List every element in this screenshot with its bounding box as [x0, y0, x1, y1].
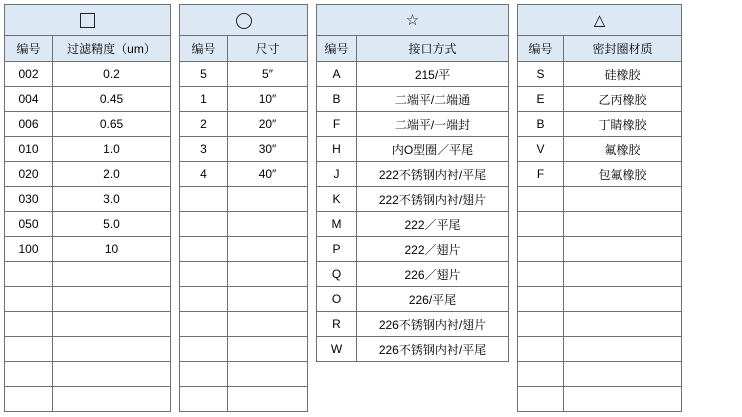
table-row	[518, 162, 682, 187]
table-row-empty	[180, 237, 308, 262]
table-row-empty	[518, 287, 682, 312]
table-row-empty	[5, 287, 171, 312]
cell-code: H	[317, 137, 357, 162]
column-header-value: 接口方式	[357, 36, 509, 62]
table-row	[180, 112, 308, 137]
cell-empty	[228, 212, 308, 237]
cell-value: 5.0	[53, 212, 171, 237]
table-row-empty	[180, 312, 308, 337]
cell-empty	[228, 312, 308, 337]
table-row	[5, 237, 171, 262]
table-row	[5, 62, 171, 87]
table-filtration-accuracy	[4, 4, 171, 412]
cell-value: 二端平/二端通	[357, 87, 509, 112]
cell-code: P	[317, 237, 357, 262]
cell-empty	[228, 287, 308, 312]
cell-empty	[228, 387, 308, 412]
cell-value: 硅橡胶	[564, 62, 682, 87]
table-row	[317, 312, 509, 337]
cell-empty	[53, 387, 171, 412]
cell-value: 3.0	[53, 187, 171, 212]
cell-empty	[5, 362, 53, 387]
cell-value: 0.2	[53, 62, 171, 87]
symbol-row	[518, 5, 682, 36]
cell-empty	[5, 337, 53, 362]
table-row-empty	[518, 362, 682, 387]
cell-empty	[180, 287, 228, 312]
cell-empty	[564, 212, 682, 237]
cell-value: 10″	[228, 87, 308, 112]
cell-code: 010	[5, 137, 53, 162]
header-row	[317, 36, 509, 62]
cell-value: 226/平尾	[357, 287, 509, 312]
table-row	[5, 87, 171, 112]
cell-value: 222／翅片	[357, 237, 509, 262]
cell-empty	[518, 237, 564, 262]
cell-empty	[228, 362, 308, 387]
cell-empty	[518, 362, 564, 387]
cell-value: 0.45	[53, 87, 171, 112]
table-row	[518, 137, 682, 162]
table-seal-material	[517, 4, 682, 412]
table-interface-type-wrap	[316, 4, 509, 362]
table-row	[317, 162, 509, 187]
cell-empty	[5, 312, 53, 337]
cell-code: 3	[180, 137, 228, 162]
header-row	[518, 36, 682, 62]
cell-value: 10	[53, 237, 171, 262]
table-interface-type	[316, 4, 509, 362]
cell-empty	[518, 337, 564, 362]
table-row	[5, 187, 171, 212]
cell-code: J	[317, 162, 357, 187]
cell-code: 2	[180, 112, 228, 137]
cell-empty	[564, 312, 682, 337]
table-row	[180, 87, 308, 112]
cell-empty	[228, 262, 308, 287]
cell-code: V	[518, 137, 564, 162]
cell-value: 226／翅片	[357, 262, 509, 287]
table-row-empty	[518, 262, 682, 287]
table-row-empty	[518, 212, 682, 237]
table-row-empty	[180, 337, 308, 362]
table-row	[180, 137, 308, 162]
table-row-empty	[518, 337, 682, 362]
cell-empty	[564, 187, 682, 212]
cell-value: 丁睛橡胶	[564, 112, 682, 137]
symbol-row	[5, 5, 171, 36]
table-row	[317, 187, 509, 212]
cell-code: F	[518, 162, 564, 187]
cell-code: 050	[5, 212, 53, 237]
cell-value: 氟橡胶	[564, 137, 682, 162]
cell-code: E	[518, 87, 564, 112]
table-row	[5, 112, 171, 137]
cell-value: 20″	[228, 112, 308, 137]
cell-empty	[180, 387, 228, 412]
cell-code: B	[317, 87, 357, 112]
cell-code: B	[518, 112, 564, 137]
cell-code: 030	[5, 187, 53, 212]
cell-code: 100	[5, 237, 53, 262]
table-seal-material-wrap	[517, 4, 682, 412]
table-row-empty	[180, 212, 308, 237]
square-icon	[5, 5, 171, 36]
table-row	[317, 237, 509, 262]
cell-value: 226不锈钢内衬/平尾	[357, 337, 509, 362]
cell-empty	[180, 312, 228, 337]
cell-empty	[228, 187, 308, 212]
table-filtration-accuracy-wrap	[4, 4, 171, 412]
cell-empty	[564, 287, 682, 312]
column-header-value: 过滤精度（um）	[53, 36, 171, 62]
table-row-empty	[180, 387, 308, 412]
table-row-empty	[518, 387, 682, 412]
cell-value: 包氟橡胶	[564, 162, 682, 187]
table-row-empty	[518, 237, 682, 262]
table-row	[317, 337, 509, 362]
table-row	[518, 62, 682, 87]
cell-value: 5″	[228, 62, 308, 87]
circle-icon	[180, 5, 308, 36]
cell-value: 0.65	[53, 112, 171, 137]
cell-value: 215/平	[357, 62, 509, 87]
table-row	[518, 87, 682, 112]
symbol-row	[317, 5, 509, 36]
cell-value: 2.0	[53, 162, 171, 187]
cell-empty	[53, 337, 171, 362]
table-row	[5, 137, 171, 162]
table-row-empty	[5, 312, 171, 337]
cell-empty	[53, 312, 171, 337]
cell-value: 二端平/一端封	[357, 112, 509, 137]
cell-empty	[564, 237, 682, 262]
cell-empty	[180, 262, 228, 287]
table-row	[180, 162, 308, 187]
table-row	[5, 212, 171, 237]
cell-code: F	[317, 112, 357, 137]
table-row	[317, 287, 509, 312]
symbol-row	[180, 5, 308, 36]
table-row	[180, 62, 308, 87]
cell-empty	[518, 187, 564, 212]
table-row-empty	[5, 262, 171, 287]
cell-code: 002	[5, 62, 53, 87]
cell-empty	[53, 262, 171, 287]
cell-empty	[5, 262, 53, 287]
cell-empty	[518, 212, 564, 237]
column-header-code: 编号	[180, 36, 228, 62]
cell-value: 222不锈钢内衬/翅片	[357, 187, 509, 212]
cell-code: 004	[5, 87, 53, 112]
cell-empty	[180, 362, 228, 387]
table-size-wrap	[179, 4, 308, 412]
cell-value: 40″	[228, 162, 308, 187]
cell-empty	[228, 337, 308, 362]
cell-empty	[53, 287, 171, 312]
cell-value: 226不锈钢内衬/翅片	[357, 312, 509, 337]
cell-code: W	[317, 337, 357, 362]
table-row	[317, 262, 509, 287]
cell-code: 1	[180, 87, 228, 112]
column-header-value: 尺寸	[228, 36, 308, 62]
cell-empty	[518, 312, 564, 337]
cell-code: 020	[5, 162, 53, 187]
cell-value: 乙丙橡胶	[564, 87, 682, 112]
cell-empty	[180, 212, 228, 237]
triangle-icon: △	[518, 5, 682, 36]
header-row	[180, 36, 308, 62]
cell-empty	[518, 287, 564, 312]
cell-code: 4	[180, 162, 228, 187]
table-row-empty	[5, 337, 171, 362]
table-row	[317, 112, 509, 137]
table-row-empty	[180, 187, 308, 212]
cell-empty	[5, 387, 53, 412]
cell-empty	[564, 387, 682, 412]
cell-empty	[564, 337, 682, 362]
table-row	[5, 162, 171, 187]
table-size	[179, 4, 308, 412]
cell-empty	[180, 187, 228, 212]
column-header-code: 编号	[5, 36, 53, 62]
cell-empty	[564, 262, 682, 287]
column-header-value: 密封圈材质	[564, 36, 682, 62]
cell-empty	[180, 337, 228, 362]
cell-code: S	[518, 62, 564, 87]
cell-empty	[53, 362, 171, 387]
cell-empty	[228, 237, 308, 262]
cell-value: 1.0	[53, 137, 171, 162]
cell-value: 内O型圈／平尾	[357, 137, 509, 162]
table-row-empty	[5, 387, 171, 412]
table-row-empty	[180, 262, 308, 287]
star-icon: ☆	[317, 5, 509, 36]
table-row-empty	[180, 287, 308, 312]
table-row-empty	[518, 187, 682, 212]
cell-empty	[564, 362, 682, 387]
cell-code: 006	[5, 112, 53, 137]
cell-empty	[518, 387, 564, 412]
cell-code: K	[317, 187, 357, 212]
cell-empty	[180, 237, 228, 262]
column-header-code: 编号	[317, 36, 357, 62]
cell-code: M	[317, 212, 357, 237]
table-row	[518, 112, 682, 137]
cell-code: O	[317, 287, 357, 312]
table-row-empty	[180, 362, 308, 387]
table-row	[317, 62, 509, 87]
cell-value: 30″	[228, 137, 308, 162]
column-header-code: 编号	[518, 36, 564, 62]
table-row	[317, 212, 509, 237]
table-row	[317, 137, 509, 162]
table-row	[317, 87, 509, 112]
cell-code: Q	[317, 262, 357, 287]
cell-value: 222／平尾	[357, 212, 509, 237]
cell-code: A	[317, 62, 357, 87]
cell-code: 5	[180, 62, 228, 87]
cell-code: R	[317, 312, 357, 337]
table-row-empty	[5, 362, 171, 387]
table-row-empty	[518, 312, 682, 337]
cell-value: 222不锈钢内衬/平尾	[357, 162, 509, 187]
header-row	[5, 36, 171, 62]
cell-empty	[518, 262, 564, 287]
cell-empty	[5, 287, 53, 312]
